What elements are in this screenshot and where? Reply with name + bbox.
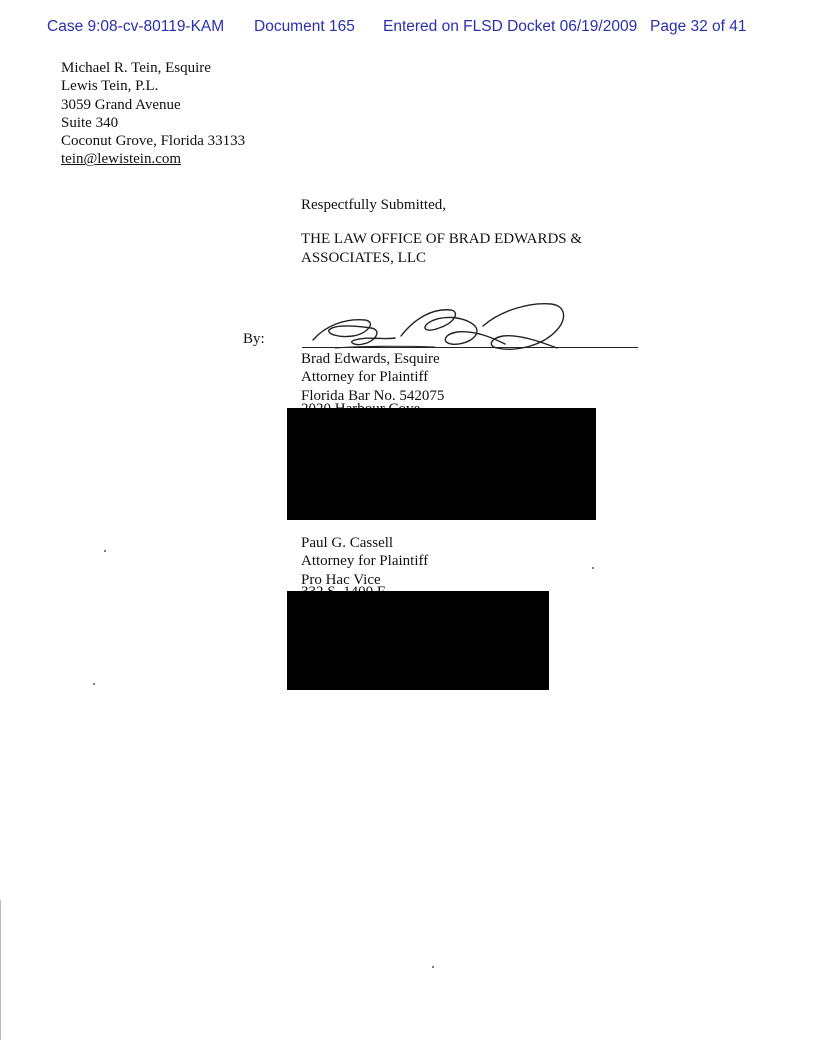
scan-speck [93,683,95,685]
address-line: Coconut Grove, Florida 33133 [61,133,246,150]
by-label: By: [243,331,265,347]
case-number: Case 9:08-cv-80119-KAM [47,18,225,35]
email-link[interactable]: tein@lewistein.com [61,151,182,168]
scan-speck [432,966,434,968]
respectfully-submitted: Respectfully Submitted, [301,197,446,213]
page-number: Page 32 of 41 [650,18,747,35]
entered-date: Entered on FLSD Docket 06/19/2009 [383,18,638,35]
address-line: Suite 340 [61,114,119,131]
signatory-bar-number: Florida Bar No. 542075 [301,387,445,404]
scan-speck [592,567,594,569]
signatory-paul-cassell [301,534,428,589]
docket-header [47,18,767,40]
address-line: Lewis Tein, P.L. [61,78,159,95]
address-line: 3059 Grand Avenue [61,96,181,113]
signatory-brad-edwards [301,350,444,405]
redaction-box [287,591,549,690]
scan-speck [104,550,106,552]
signatory-role: Attorney for Plaintiff [301,553,429,570]
signature-line [302,347,638,348]
signatory-name: Paul G. Cassell [301,535,394,551]
firm-name-line: ASSOCIATES, LLC [301,249,427,266]
signatory-role: Attorney for Plaintiff [301,369,429,386]
signatory-name: Brad Edwards, Esquire [301,351,440,367]
service-address-block [61,59,245,169]
firm-name-line: THE LAW OFFICE OF BRAD EDWARDS & [301,231,583,247]
document-number: Document 165 [254,18,355,35]
firm-name [301,230,621,267]
signatory-status: Pro Hac Vice [301,571,381,588]
scan-edge-mark [0,900,1,1040]
redaction-box [287,408,596,520]
address-line: Michael R. Tein, Esquire [61,60,211,76]
